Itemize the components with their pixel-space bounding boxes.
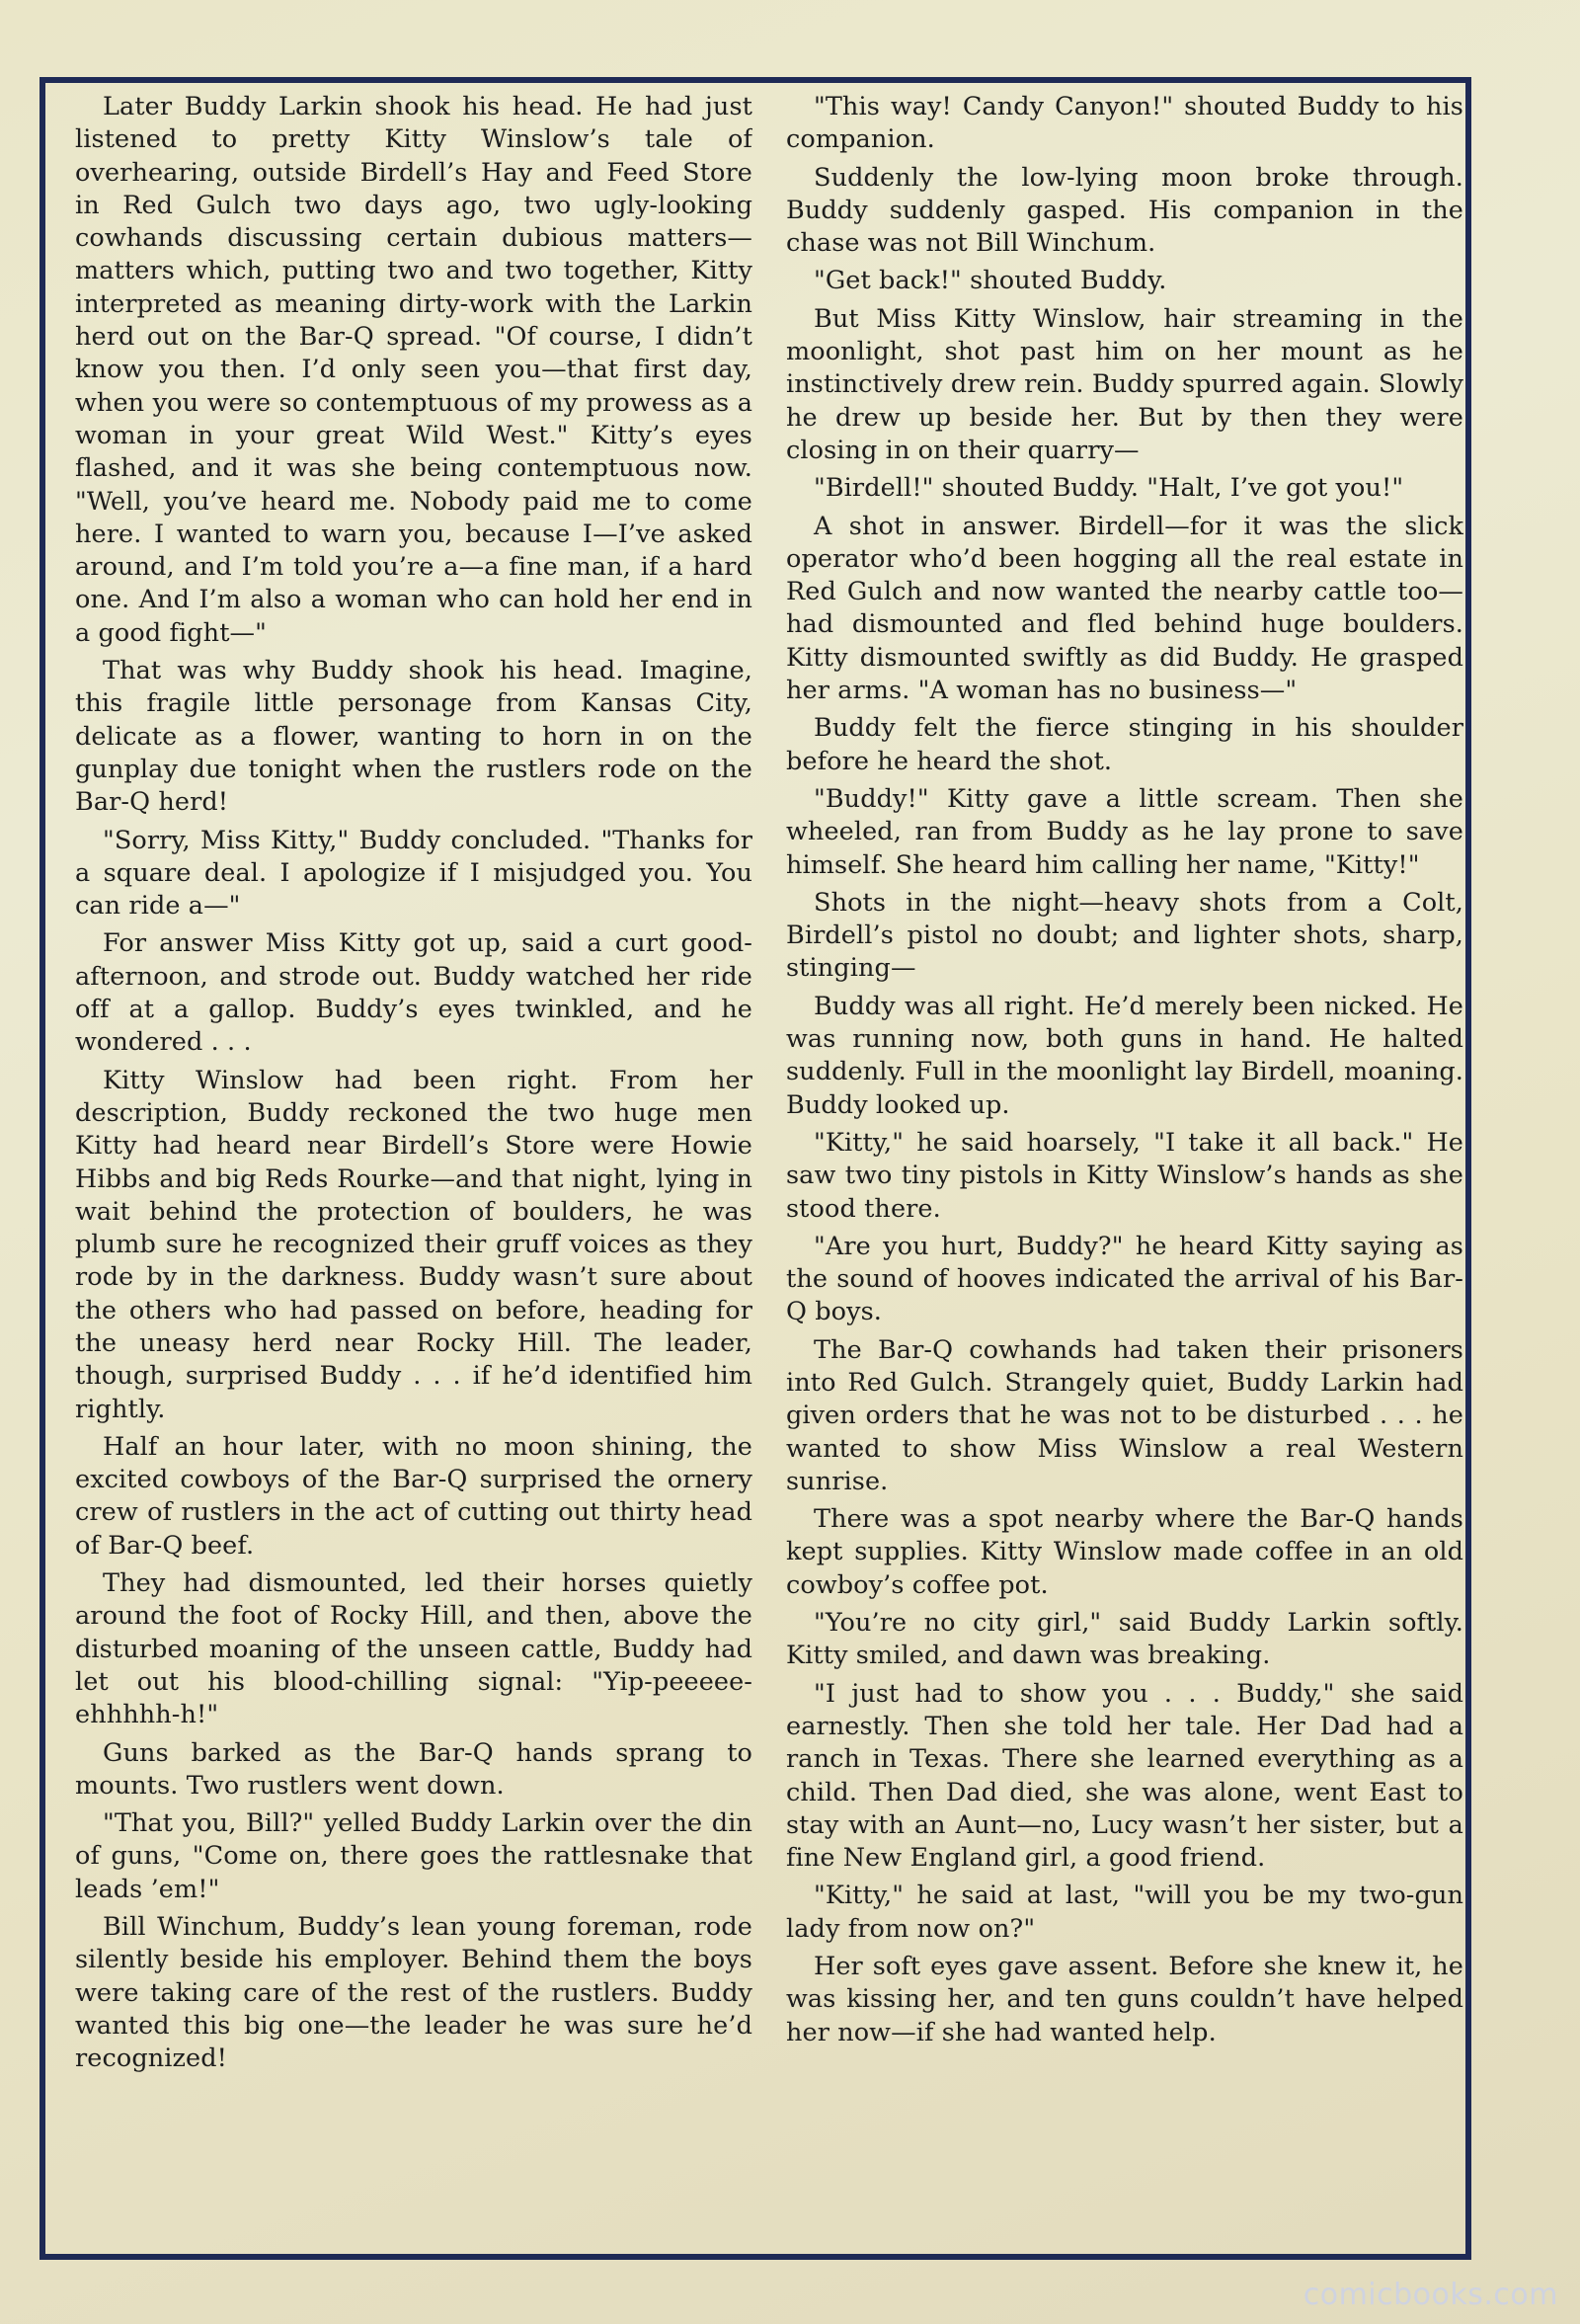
story-paragraph: A shot in answer. Birdell—for it was the slick operator who’d been hogging all the real estate in Red Gulch and now wanted the nearby cattle too—had dismounted and fled behind huge boulders. Kitty dismounted swiftly as did Buddy. He grasped her arms. "A woman has no business—" — [786, 511, 1463, 706]
story-paragraph: "Kitty," he said at last, "will you be my two-gun lady from now on?" — [786, 1881, 1463, 1944]
story-paragraph: There was a spot nearby where the Bar-Q hands kept supplies. Kitty Winslow made coffee in an old cowboy’s coffee pot. — [786, 1504, 1463, 1600]
story-text-area — [75, 91, 1463, 2214]
story-paragraph: Buddy was all right. He’d merely been nicked. He was running now, both guns in hand. He halted suddenly. Full in the moonlight lay Birdell, moaning. Buddy looked up. — [786, 991, 1463, 1120]
story-paragraph: "You’re no city girl," said Buddy Larkin softly. Kitty smiled, and dawn was breaking. — [786, 1608, 1463, 1671]
story-paragraph: "Are you hurt, Buddy?" he heard Kitty saying as the sound of hooves indicated the arrival of his Bar-Q boys. — [786, 1231, 1463, 1327]
story-paragraph: They had dismounted, led their horses quietly around the foot of Rocky Hill, and then, above the disturbed moaning of the unseen cattle, Buddy had let out his blood-chilling signal: "Yip-peeeee-ehhhhh-h!" — [75, 1568, 752, 1730]
story-paragraph: "That you, Bill?" yelled Buddy Larkin over the din of guns, "Come on, there goes the rattlesnake that leads ’em!" — [75, 1808, 752, 1904]
story-paragraph: Buddy felt the fierce stinging in his shoulder before he heard the shot. — [786, 713, 1463, 776]
story-paragraph: "This way! Candy Canyon!" shouted Buddy to his companion. — [786, 92, 1463, 155]
story-paragraph: "Birdell!" shouted Buddy. "Halt, I’ve got you!" — [814, 473, 1404, 504]
story-paragraph: Suddenly the low-lying moon broke through. Buddy suddenly gasped. His companion in the chase was not Bill Winchum. — [786, 162, 1463, 259]
story-paragraph: Half an hour later, with no moon shining, the excited cowboys of the Bar-Q surprised the ornery crew of rustlers in the act of cutting out thirty head of Bar-Q beef. — [75, 1431, 752, 1561]
story-paragraph: "Sorry, Miss Kitty," Buddy concluded. "Thanks for a square deal. I apologize if I misjudged you. You can ride a—" — [75, 825, 752, 922]
right-text-column — [786, 91, 1463, 2214]
story-paragraph: That was why Buddy shook his head. Imagine, this fragile little personage from Kansas City, delicate as a flower, wanting to horn in on the gunplay due tonight when the rustlers rode on the Bar-Q herd! — [75, 656, 752, 818]
story-paragraph: Bill Winchum, Buddy’s lean young foreman, rode silently beside his employer. Behind them the boys were taking care of the rest of the rustlers. Buddy wanted this big one—the leader he was sure he’d recognized! — [75, 1912, 752, 2074]
story-paragraph: But Miss Kitty Winslow, hair streaming in the moonlight, shot past him on her mount as he instinctively drew rein. Buddy spurred again. Slowly he drew up beside her. But by then they were closing in on their quarry— — [786, 303, 1463, 465]
story-paragraph: Later Buddy Larkin shook his head. He had just listened to pretty Kitty Winslow’s tale of overhearing, outside Birdell’s Hay and Feed Store in Red Gulch two days ago, two ugly-looking cowhands discussing certain dubious matters—matters which, putting two and two together, Kitty interpreted as meaning dirty-work with the Larkin herd out on the Bar-Q spread. "Of course, I didn’t know you then. I’d only seen you—that first day, when you were so contemptuous of my prowess as a woman in your great Wild West." Kitty’s eyes flashed, and it was she being contemptuous now. "Well, you’ve heard me. Nobody paid me to come here. I wanted to warn you, because I—I’ve asked around, and I’m told you’re a—a fine man, if a hard one. And I’m also a woman who can hold her end in a good fight—" — [75, 92, 752, 648]
story-paragraph: For answer Miss Kitty got up, said a curt good-afternoon, and strode out. Buddy watched her ride off at a gallop. Buddy’s eyes twinkled, and he wondered . . . — [75, 928, 752, 1058]
story-paragraph: "I just had to show you . . . Buddy," she said earnestly. Then she told her tale. Her Dad had a ranch in Texas. There she learned everything as a child. Then Dad died, she was alone, went East to stay with an Aunt—no, Lucy wasn’t her sister, but a fine New England girl, a good friend. — [786, 1678, 1463, 1874]
story-paragraph: Guns barked as the Bar-Q hands sprang to mounts. Two rustlers went down. — [75, 1737, 752, 1801]
story-paragraph: The Bar-Q cowhands had taken their prisoners into Red Gulch. Strangely quiet, Buddy Larkin had given orders that he was not to be disturbed . . . he wanted to show Miss Winslow a real Western sunrise. — [786, 1334, 1463, 1496]
story-paragraph: "Buddy!" Kitty gave a little scream. Then she wheeled, ran from Buddy as he lay prone to save himself. She heard him calling her name, "Kitty!" — [786, 783, 1463, 880]
story-paragraph: Kitty Winslow had been right. From her description, Buddy reckoned the two huge men Kitty had heard near Birdell’s Store were Howie Hibbs and big Reds Rourke—and that night, lying in wait behind the protection of boulders, he was plumb sure he recognized their gruff voices as they rode by in the darkness. Buddy wasn’t sure about the others who had passed on before, heading for the uneasy herd near Rocky Hill. The leader, though, surprised Buddy . . . if he’d identified him rightly. — [75, 1065, 752, 1424]
story-paragraph: Shots in the night—heavy shots from a Colt, Birdell’s pistol no doubt; and lighter shots, sharp, stinging— — [786, 887, 1463, 984]
story-paragraph: "Get back!" shouted Buddy. — [814, 266, 1167, 296]
story-paragraph: "Kitty," he said hoarsely, "I take it all back." He saw two tiny pistols in Kitty Winslow’s hands as she stood there. — [786, 1127, 1463, 1224]
story-paragraph: Her soft eyes gave assent. Before she knew it, he was kissing her, and ten guns couldn’t have helped her now—if she had wanted help. — [786, 1952, 1463, 2047]
left-text-column — [75, 91, 752, 2214]
site-watermark: comicbooks.com — [1303, 2278, 1558, 2312]
